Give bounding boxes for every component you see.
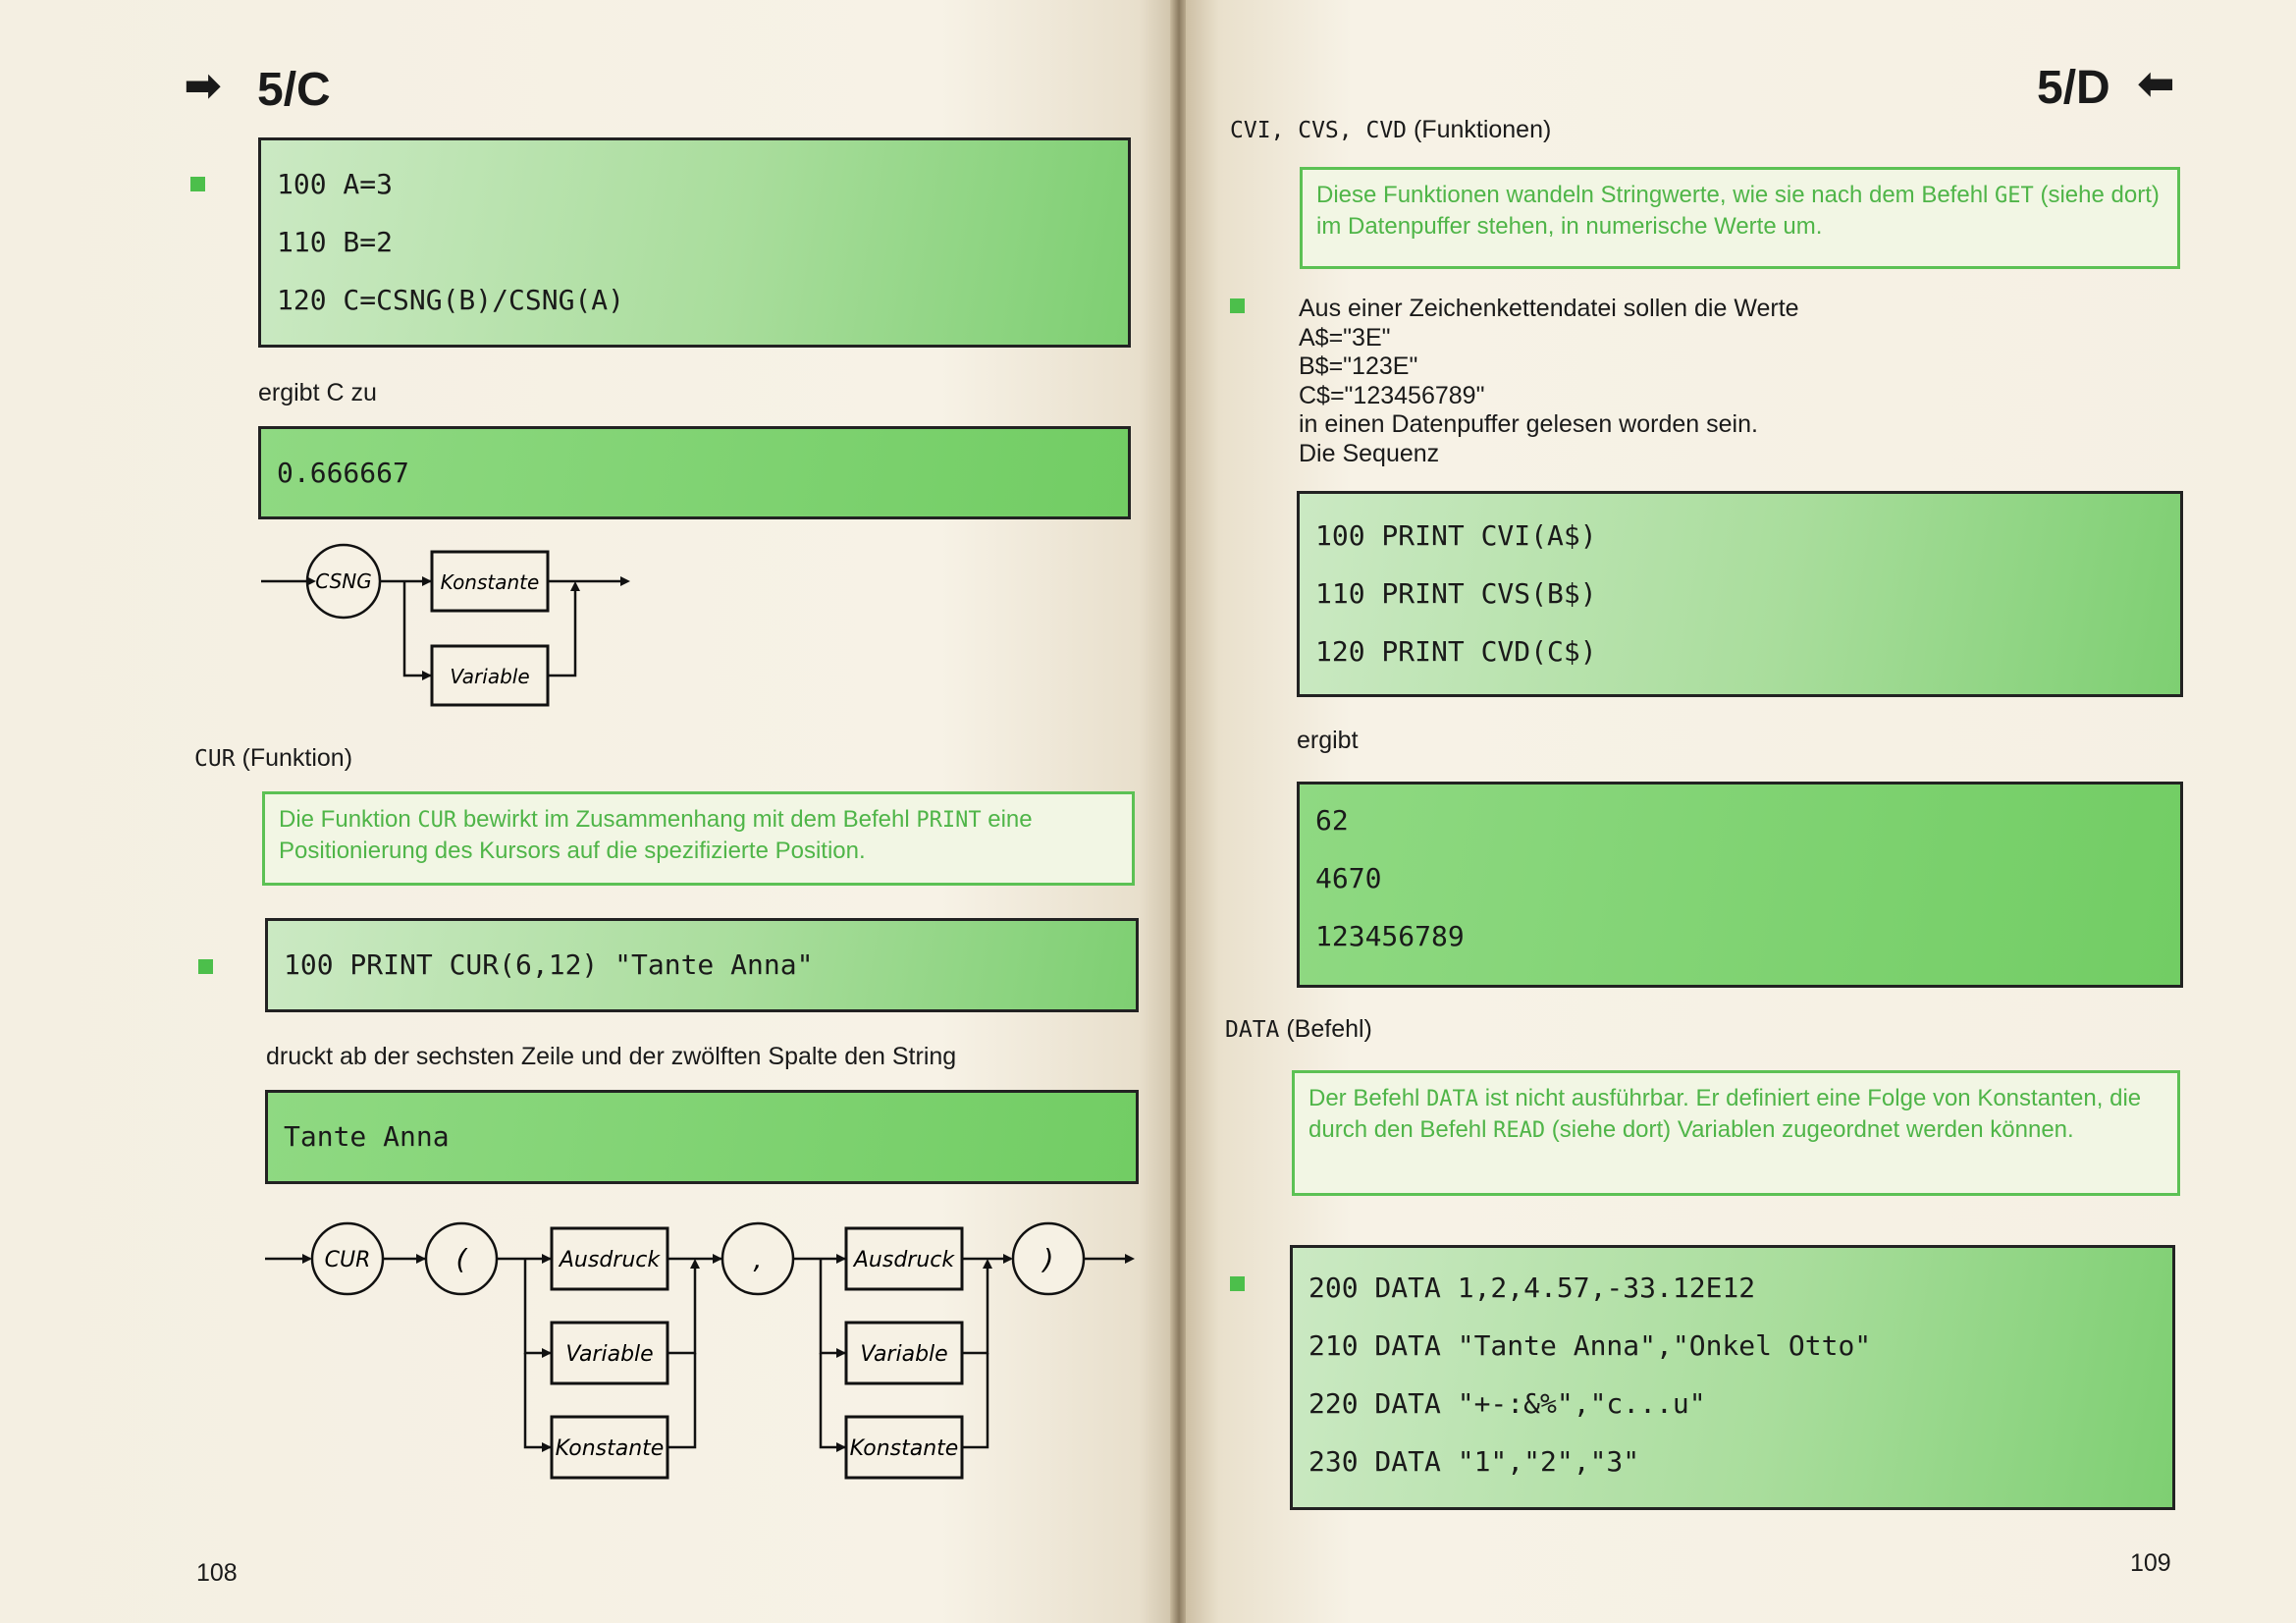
arrow-left-icon: ⬅	[2138, 60, 2174, 108]
def-keyword: CUR	[417, 808, 457, 833]
result-value: 62	[1315, 804, 1349, 837]
code-line: 120 C=CSNG(B)/CSNG(A)	[277, 284, 625, 316]
bullet-icon	[198, 959, 213, 974]
code-block-cvi	[1297, 491, 2183, 697]
syntax-diagram-cur	[257, 1206, 1141, 1481]
cvi-heading	[1230, 116, 1551, 144]
def-text: Diese Funktionen wandeln Stringwerte, wie sie nach dem Befehl	[1316, 182, 1996, 208]
def-keyword: PRINT	[916, 808, 982, 833]
def-text: (siehe dort) im Datenpuffer stehen, in numerische Werte um.	[1316, 182, 2160, 240]
code-block-cur	[265, 918, 1139, 1012]
def-text: ist nicht ausführbar. Er definiert eine Folge von Konstanten, die durch den Befehl	[1308, 1085, 2142, 1143]
code-line: 200 DATA 1,2,4.57,-33.12E12	[1308, 1271, 1756, 1304]
code-line: 100 A=3	[277, 168, 394, 200]
code-line: 230 DATA "1","2","3"	[1308, 1445, 1640, 1478]
cvi-definition-box	[1300, 167, 2180, 269]
result-value: 0.666667	[277, 457, 409, 489]
example-text	[1299, 295, 1799, 468]
cur-keyword: CUR	[194, 746, 236, 772]
result-value: 4670	[1315, 862, 1382, 894]
data-heading	[1225, 1015, 1372, 1044]
diagram-konstante-label: Konstante	[555, 1436, 665, 1461]
def-text: Der Befehl	[1308, 1085, 1427, 1111]
page-number: 109	[2130, 1549, 2171, 1577]
cvi-keyword: CVI, CVS, CVD	[1230, 118, 1408, 143]
cvi-title: (Funktionen)	[1413, 116, 1552, 143]
code-line: 110 B=2	[277, 226, 394, 258]
text-line: C$="123456789"	[1299, 381, 1485, 409]
diagram-csng-label: CSNG	[315, 569, 372, 593]
code-line: 100 PRINT CUR(6,12) "Tante Anna"	[284, 948, 814, 981]
def-keyword: GET	[1995, 184, 2034, 208]
code-line: 220 DATA "+-:&%","c...u"	[1308, 1387, 1706, 1420]
def-text: eine Positionierung des Kursors auf die spezifizierte Position.	[279, 806, 1033, 864]
result-block-cur	[265, 1090, 1139, 1184]
text-line: A$="3E"	[1299, 323, 1391, 352]
code-line: 120 PRINT CVD(C$)	[1315, 635, 1597, 668]
right-header: 5/D	[2037, 62, 2110, 114]
bullet-icon	[1230, 298, 1245, 313]
diagram-cur-label: CUR	[324, 1248, 371, 1272]
diagram-variable-label: Variable	[565, 1342, 654, 1367]
syntax-diagram-csng	[257, 538, 630, 715]
diagram-variable-label: Variable	[860, 1342, 948, 1367]
cur-definition-box	[262, 791, 1135, 886]
diagram-ausdruck-label: Ausdruck	[559, 1248, 661, 1272]
text-line: B$="123E"	[1299, 352, 1418, 380]
result-value: Tante Anna	[284, 1120, 450, 1153]
def-text: bewirkt im Zusammenhang mit dem Befehl	[456, 806, 917, 833]
page-number: 108	[196, 1559, 238, 1587]
code-block-data	[1290, 1245, 2175, 1510]
text-line: in einen Datenpuffer gelesen worden sein.	[1299, 410, 1758, 438]
result-value: 123456789	[1315, 920, 1465, 952]
left-header: 5/C	[257, 64, 331, 116]
def-keyword: DATA	[1426, 1087, 1479, 1111]
diagram-comma: ,	[753, 1243, 763, 1275]
code-line: 210 DATA "Tante Anna","Onkel Otto"	[1308, 1329, 1872, 1362]
def-text: Die Funktion	[279, 806, 418, 833]
code-line: 110 PRINT CVS(B$)	[1315, 577, 1597, 610]
cur-title: (Funktion)	[241, 744, 353, 772]
diagram-ausdruck-label: Ausdruck	[853, 1248, 955, 1272]
diagram-variable-label: Variable	[450, 665, 530, 688]
code-block-csng	[258, 137, 1131, 348]
data-keyword: DATA	[1225, 1017, 1280, 1043]
arrow-right-icon: ➡	[185, 62, 221, 110]
data-title: (Befehl)	[1286, 1015, 1372, 1043]
diagram-close-paren: )	[1042, 1243, 1054, 1275]
bullet-icon	[190, 177, 205, 191]
def-keyword: READ	[1493, 1118, 1546, 1143]
ergibt-c-zu-text: ergibt C zu	[258, 379, 377, 406]
bullet-icon	[1230, 1276, 1245, 1291]
diagram-konstante-label: Konstante	[440, 570, 540, 594]
cur-heading	[194, 744, 352, 773]
right-page	[1186, 0, 2296, 1623]
def-text: (siehe dort) Variablen zugeordnet werden können.	[1545, 1116, 2074, 1143]
druckt-ab-text: druckt ab der sechsten Zeile und der zwölften Spalte den String	[266, 1043, 957, 1070]
data-definition-box	[1292, 1070, 2180, 1196]
diagram-konstante-label: Konstante	[849, 1436, 959, 1461]
diagram-open-paren: (	[455, 1243, 467, 1275]
code-line: 100 PRINT CVI(A$)	[1315, 519, 1597, 552]
ergibt-text: ergibt	[1297, 727, 1359, 754]
text-line: Aus einer Zeichenkettendatei sollen die Werte	[1299, 295, 1799, 322]
result-block-csng	[258, 426, 1131, 519]
result-block-cvi	[1297, 782, 2183, 988]
text-line: Die Sequenz	[1299, 439, 1440, 467]
